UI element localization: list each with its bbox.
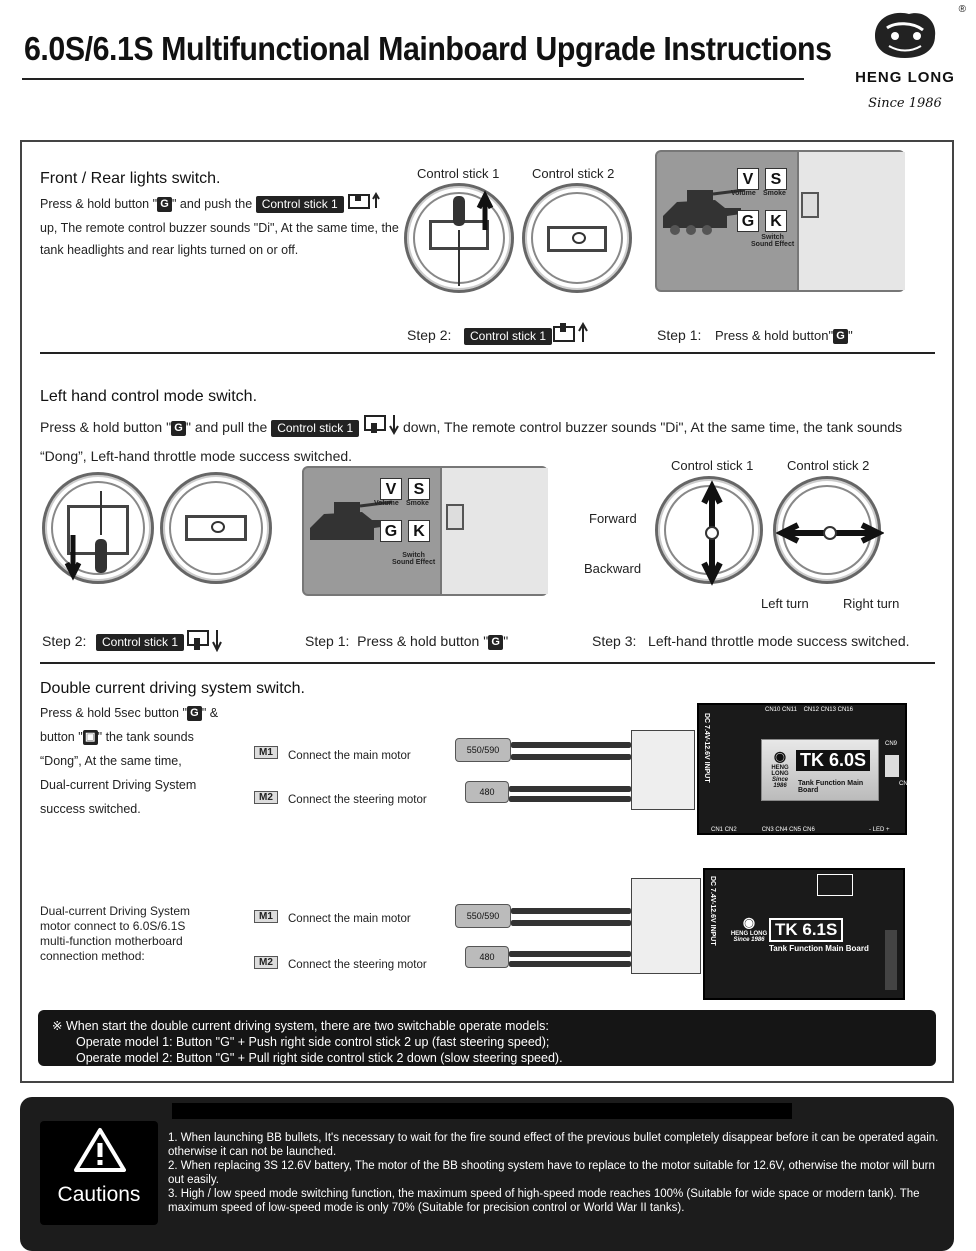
forward-label: Forward	[589, 511, 637, 526]
m1-label-a: M1	[254, 746, 278, 759]
m2-label-b: M2	[254, 956, 278, 969]
registered-mark: ®	[958, 4, 966, 15]
cn7-label: CN7	[899, 781, 912, 787]
note-line-1: ※ When start the double current driving system, there are two switchable operate models:	[52, 1019, 549, 1033]
board1-input: DC 7.4V-12.6V INPUT	[703, 713, 710, 783]
s2-step1-label: Step 1:	[305, 633, 350, 649]
stick-pull-down-icon	[45, 475, 157, 587]
s1-step2-pill-wrap	[464, 327, 552, 345]
section2-heading: Left hand control mode switch.	[40, 388, 258, 405]
s2-stick-2-left-right	[773, 476, 881, 584]
s2-control-stick-pill: Control stick 1	[271, 420, 359, 437]
board1-brand: ◉ HENG LONG Since 1986	[766, 748, 794, 789]
s2-stick2-label: Control stick 2	[787, 458, 870, 473]
cautions-panel	[20, 1097, 954, 1251]
caution-item: 3. High / low speed mode switching function, the maximum speed of high-speed mode reaches 100% (Suitable for wide space or modern tank). The maximum speed of low-speed mode is only 70% (Suitable for precision control or World War II tanks).	[168, 1188, 920, 1214]
dragon-logo-icon	[865, 6, 945, 64]
s2-text-d: “Dong”, Left-hand throttle mode success switched.	[40, 448, 353, 464]
stick2-label: Control stick 2	[532, 166, 615, 181]
board1-led: - LED +	[869, 827, 890, 833]
g-key-2: G	[380, 520, 402, 542]
board1-cn-bottom	[711, 827, 815, 833]
s3-line-1	[40, 702, 240, 724]
s2-g-key: G	[171, 421, 186, 436]
switch-label	[751, 234, 794, 248]
stick-up-icon	[347, 192, 381, 217]
board2-brand-since: Since 1986	[733, 937, 765, 943]
board2-pinheader	[817, 874, 853, 896]
board2-brand-name: HENG LONG	[730, 931, 768, 937]
section2-text	[40, 413, 930, 444]
board1-title: TK 6.0S	[796, 750, 870, 771]
s3-t5: “Dong”, At the same time,	[40, 754, 182, 768]
board1-sub: Tank Function Main Board	[798, 780, 864, 794]
s3-t3: button "	[40, 730, 83, 744]
switch-label-2	[392, 552, 435, 566]
left-turn-label: Left turn	[761, 596, 809, 611]
s3-t1: Press & hold 5sec button "	[40, 706, 187, 720]
stick-push-up-icon	[407, 186, 517, 296]
board2-sub: Tank Function Main Board	[769, 944, 869, 953]
m1-badge-a	[254, 742, 278, 760]
s2-step2-pill: Control stick 1	[96, 634, 184, 651]
m1-label-b: M1	[254, 910, 278, 923]
caution-item: 1. When launching BB bullets, It's necessary to wait for the fire sound effect of the previous bullet completely disappear before it can be operated again. otherwise it can not be launched.	[168, 1132, 939, 1158]
note-line-2: Operate model 1: Button "G" + Push right side control stick 2 up (fast steering speed);	[76, 1035, 550, 1049]
forward-backward-arrow-icon	[658, 479, 766, 587]
cn4: CN4	[775, 827, 788, 833]
s1-step1-g-key: G	[833, 329, 848, 344]
left-right-arrow-icon	[776, 479, 884, 587]
m2-badge-b	[254, 952, 278, 970]
s3-t6: Dual-current Driving System	[40, 778, 197, 792]
s2-step1	[305, 633, 508, 650]
steering-motor-b-label: 480	[479, 952, 495, 962]
board2-brand: ◉ HENG LONG Since 1986	[730, 914, 768, 943]
switch-text-2: Switch	[402, 552, 425, 559]
s1-step2-stick-icon	[552, 322, 588, 349]
board2-title: TK 6.1S	[769, 918, 843, 942]
cn11: CN11	[782, 707, 797, 713]
note-line-3: Operate model 2: Button "G" + Pull right side control stick 2 down (slow steering speed).	[76, 1051, 563, 1065]
cn10: CN10	[765, 707, 781, 713]
board1-brand-since: Since 1986	[771, 777, 788, 789]
stick-down-icon	[363, 413, 399, 444]
s-key-2: S	[408, 478, 430, 500]
s3-b4: connection method:	[40, 949, 145, 963]
cn2: CN2	[724, 827, 737, 833]
m2-label-a: M2	[254, 791, 278, 804]
s1-step1-text-a: Press & hold button"	[715, 328, 834, 343]
divider-2	[40, 662, 935, 664]
s2-stick-1-diagram	[42, 472, 154, 584]
remote-panel-1	[655, 150, 905, 292]
board1-label-plate	[761, 739, 879, 801]
brand-logo	[850, 4, 966, 111]
caution-badge	[40, 1121, 158, 1225]
steering-motor-a-label: 480	[479, 787, 495, 797]
s3-t7: success switched.	[40, 802, 141, 816]
title-underline	[22, 78, 804, 80]
stick1-label: Control stick 1	[417, 166, 500, 181]
m2-text-a: Connect the steering motor	[288, 794, 427, 806]
cautions-list	[168, 1131, 948, 1215]
section1-text-a: Press & hold button "	[40, 196, 158, 211]
s2-step3	[592, 633, 910, 649]
cn5: CN5	[789, 827, 802, 833]
cn1: CN1	[711, 827, 724, 833]
s1-step1-text-b: "	[848, 328, 853, 343]
cautions-label: Cautions	[57, 1183, 141, 1206]
cn9-label: CN9	[885, 741, 898, 747]
section1-text-b: " and push the	[172, 196, 253, 211]
main-motor-b	[455, 904, 511, 928]
cn3: CN3	[761, 827, 774, 833]
backward-label: Backward	[584, 561, 642, 576]
steering-motor-b	[465, 946, 509, 968]
m1-text-a: Connect the main motor	[288, 750, 411, 762]
main-motor-a	[455, 738, 511, 762]
page-title: 6.0S/6.1S Multifunctional Mainboard Upgrade Instructions	[24, 30, 832, 67]
s3-line-2	[40, 726, 240, 748]
steering-motor-a	[465, 781, 509, 803]
smoke-label: Smoke	[763, 190, 786, 197]
s3-b1: Dual-current Driving System	[40, 904, 191, 918]
cn6: CN6	[802, 827, 815, 833]
s3-b2: motor connect to 6.0S/6.1S	[40, 919, 186, 933]
caution-header-bar	[172, 1103, 792, 1119]
s1-step1-label: Step 1:	[657, 327, 702, 343]
s2-step3-label: Step 3:	[592, 633, 637, 649]
section1-heading: Front / Rear lights switch.	[40, 170, 221, 187]
s2-text-c: down, The remote control buzzer sounds "Di", At the same time, the tank sounds	[403, 419, 903, 436]
remote-body-2	[440, 468, 548, 594]
s2-step2-stick-icon	[186, 628, 222, 657]
s2-stick-1-forward-backward	[655, 476, 763, 584]
m1-text-b: Connect the main motor	[288, 913, 411, 925]
m1-badge-b	[254, 906, 278, 924]
s2-step3-text: Left-hand throttle mode success switched.	[648, 633, 910, 649]
lock-key-icon: ▣	[83, 730, 98, 745]
s-key: S	[765, 168, 787, 190]
caution-item: 2. When replacing 3S 12.6V battery, The motor of the BB shooting system have to replace to the motor suitable for 12.6V, otherwise the motor will burn out easily.	[168, 1160, 935, 1186]
control-stick-1-diagram	[404, 183, 514, 293]
s1-step1-text	[715, 328, 853, 344]
control-stick-pill: Control stick 1	[256, 196, 344, 213]
s2-step1-text-a: Press & hold button "	[357, 633, 489, 649]
cn9-port	[885, 755, 899, 777]
k-key-2: K	[408, 520, 430, 542]
sound-effect-text: Sound Effect	[751, 241, 795, 248]
connector-block-b	[631, 878, 701, 974]
s2-step2-label: Step 2:	[42, 633, 87, 649]
section1-text	[40, 192, 400, 261]
tk61s-board	[703, 868, 905, 1000]
brand-since: Since 1986	[868, 96, 942, 111]
board2-input: DC 7.4V-12.6V INPUT	[709, 876, 716, 946]
s3-t4: " the tank sounds	[97, 730, 194, 744]
connector-block-a	[631, 730, 695, 810]
operate-model-note	[38, 1010, 936, 1066]
remote-body	[797, 152, 905, 290]
g-key-icon: G	[157, 197, 172, 212]
k-key: K	[765, 210, 787, 232]
sound-effect-text-2: Sound Effect	[392, 559, 436, 566]
main-motor-b-label: 550/590	[466, 911, 500, 921]
m2-text-b: Connect the steering motor	[288, 959, 427, 971]
g-key: G	[737, 210, 759, 232]
s2-stick-2-diagram	[160, 472, 272, 584]
s2-step2-pill-wrap	[96, 633, 184, 651]
cn16: CN16	[837, 707, 853, 713]
s2-step1-g-key: G	[488, 635, 503, 650]
s2-stick1-label: Control stick 1	[671, 458, 754, 473]
control-stick-2-diagram	[522, 183, 632, 293]
s3-connection-text	[40, 904, 240, 964]
s3-b3: multi-function motherboard	[40, 934, 183, 948]
volume-label: Volume	[731, 190, 756, 197]
board1-cn-top	[765, 707, 853, 713]
board2-side-header	[885, 930, 897, 990]
tk60s-board	[697, 703, 912, 835]
s1-step2-label: Step 2:	[407, 327, 452, 343]
lock-icon	[801, 192, 819, 218]
section1-text-c: up, The remote control buzzer sounds "Di", At the same time, the tank headlights and rear lights turned on or off.	[40, 221, 399, 257]
section3-text	[40, 702, 240, 820]
switch-text: Switch	[761, 234, 784, 241]
brand-name: HENG LONG	[855, 69, 955, 86]
cn12: CN12	[803, 707, 819, 713]
s2-text-b: " and pull the	[186, 419, 268, 436]
tank-silhouette-icon	[657, 164, 747, 244]
smoke-label-2: Smoke	[406, 500, 429, 507]
s1-step2-pill: Control stick 1	[464, 328, 552, 345]
main-motor-a-label: 550/590	[466, 745, 500, 755]
volume-label-2: Volume	[374, 500, 399, 507]
v-key: V	[737, 168, 759, 190]
right-turn-label: Right turn	[843, 596, 900, 611]
board1-brand-name: HENG LONG	[771, 765, 789, 777]
s3-t2: " &	[201, 706, 219, 720]
cn13: CN13	[820, 707, 836, 713]
s3-g-key: G	[187, 706, 202, 721]
warning-icon	[74, 1127, 126, 1173]
m2-badge-a	[254, 787, 278, 805]
s2-text-a: Press & hold button "	[40, 419, 172, 436]
section3-heading: Double current driving system switch.	[40, 680, 305, 697]
s2-step1-text-b: "	[503, 633, 509, 649]
lock-icon-2	[446, 504, 464, 530]
remote-panel-2	[302, 466, 548, 596]
divider-1	[40, 352, 935, 354]
v-key-2: V	[380, 478, 402, 500]
